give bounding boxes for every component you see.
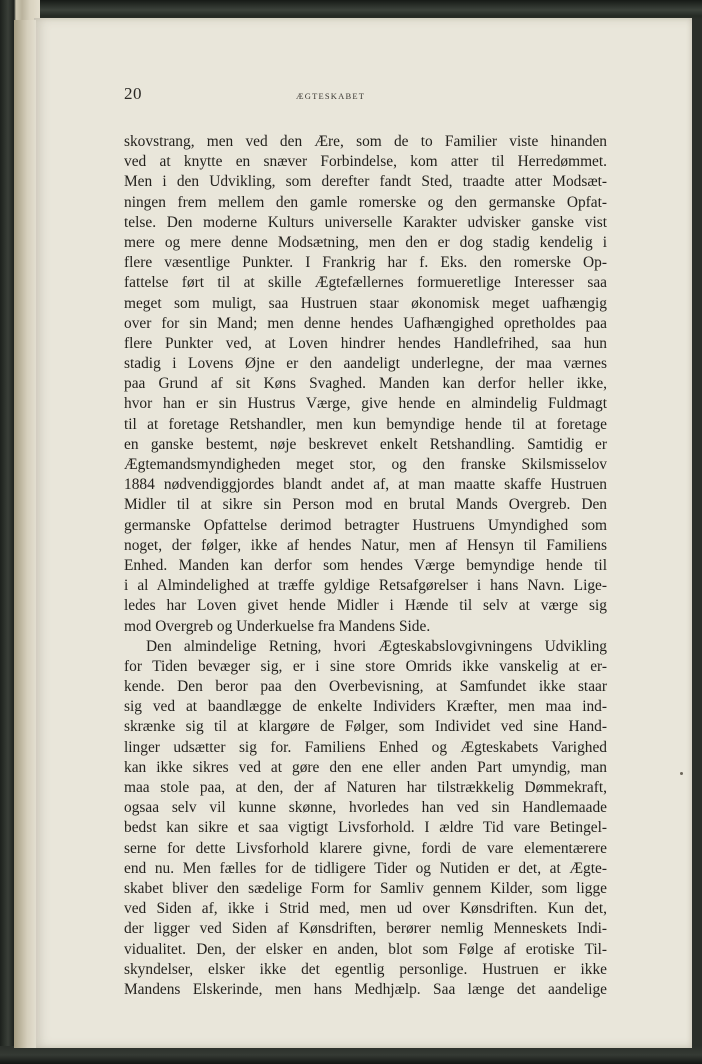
margin-speck [680, 772, 683, 775]
text-line: serne for dette Livsforhold klarere givne, fordi de vare elementærere [124, 839, 607, 857]
text-line: 1884 nødvendiggjordes blandt andet af, at man maatte skaffe Hustruen [124, 476, 607, 494]
text-line: Mandens Elskerinde, men hans Medhjælp. Saa længe det aandelige [124, 980, 607, 998]
paragraph-end-line: mod Overgreb og Underkuelse fra Mandens Side. [124, 617, 431, 635]
text-line: ledes har Loven givet hende Midler i Hænde til selv at værge sig [124, 597, 607, 615]
text-line: germanske Opfattelse derimod betragter Hustruens Umyndighed som [124, 516, 607, 534]
text-line: bedst kan sikre et saa vigtigt Livsforhold. I ældre Tid vare Betingel- [124, 819, 607, 837]
page-gutter [14, 20, 36, 1048]
text-line: Ægtemandsmyndigheden meget stor, og den franske Skilsmisselov [124, 456, 607, 473]
text-line: skrænke sig til at klargøre de Følger, som Individet ved sine Hand- [124, 718, 607, 736]
text-line: skovstrang, men ved den Ære, som de to Familier viste hinanden [124, 133, 607, 150]
text-line: linger udsætter sig for. Familiens Enhed og Ægteskabets Varighed [124, 738, 607, 756]
book-cover-bottom-edge [0, 1046, 702, 1064]
text-line: vidualitet. Den, der elsker en anden, blot som Følge af erotiske Til- [124, 940, 607, 958]
page-number: 20 [124, 84, 142, 103]
text-line: ved at knytte en snæver Forbindelse, kom atter til Herredømmet. [124, 153, 607, 171]
text-line: for Tiden bevæger sig, er i sine store Omrids ikke vanskelig at er- [124, 657, 607, 675]
text-line: en ganske bestemt, nøje beskrevet enkelt Retshandling. Samtidig er [124, 435, 607, 453]
text-line: ningen frem mellem den gamle romerske og den germanske Opfat- [124, 193, 607, 211]
book-cover-top-edge [0, 0, 702, 20]
text-line: paa Grund af sit Køns Svaghed. Manden kan derfor heller ikke, [124, 375, 607, 393]
text-line: i al Almindelighed at træffe gyldige Retsafgørelser i hans Navn. Lige- [124, 577, 607, 595]
text-line: Men i den Udvikling, som derefter fandt Sted, traadte atter Modsæt- [124, 173, 607, 191]
running-head: ÆGTESKABET [296, 91, 366, 101]
text-line: kende. Den beror paa den Overbevisning, at Samfundet ikke staar [124, 678, 607, 696]
text-line: noget, der følger, ikke af hendes Natur, men af Hensyn til Familiens [124, 536, 607, 554]
text-line: telse. Den moderne Kulturs universelle Karakter udvisker ganske vist [124, 213, 607, 231]
text-line: end nu. Men fælles for de tidligere Tider og Nutiden er det, at Ægte- [124, 859, 607, 877]
text-line: der ligger ved Siden af Kønsdriften, berører nemlig Menneskets Indi- [124, 920, 607, 938]
text-line: Enhed. Manden kan derfor som hendes Værge bemyndige hende til [124, 556, 607, 574]
text-line: skabet bliver den sædelige Form for Samliv gennem Kilder, som ligge [124, 879, 607, 897]
text-line: stadig i Lovens Øjne er den aandeligt underlegne, der maa værnes [124, 355, 607, 373]
text-line: over for sin Mand; men denne hendes Uafhængighed opretholdes paa [124, 314, 607, 332]
text-line: meget som muligt, saa Hustruen staar økonomisk meget uafhængig [124, 294, 607, 312]
text-line: flere Punkter ved, at Loven hindrer hendes Handlefrihed, saa hun [124, 334, 607, 352]
text-line: til at foretage Retshandler, men kun bemyndige hende til at foretage [124, 415, 607, 433]
text-line: skyndelser, elsker ikke det egentlig personlige. Hustruen er ikke [124, 960, 607, 978]
text-line: maa stole paa, at den, der af Naturen har tilstrækkelig Dømmekraft, [124, 779, 607, 796]
body-text [124, 132, 607, 1000]
text-line: mere og mere denne Modsætning, men den er dog stadig kendelig i [124, 233, 607, 251]
text-line: hvor han er sin Hustrus Værge, give hende en almindelig Fuldmagt [124, 395, 607, 413]
text-line: ogsaa selv vil kunne skønne, hvorledes han ved sin Handlemaade [124, 799, 607, 817]
text-line: kan ikke sikres ved at gøre den ene eller anden Part umyndig, man [124, 758, 607, 776]
text-line: ved Siden af, ikke i Strid med, men ud over Kønsdriften. Kun det, [124, 900, 607, 918]
text-line: Midler til at sikre sin Person mod en brutal Mands Overgreb. Den [124, 496, 607, 514]
text-line: sig ved at baandlægge de enkelte Individers Kræfter, men maa ind- [124, 698, 607, 716]
paragraph-start-line: Den almindelige Retning, hvori Ægteskabslovgivningens Udvikling [146, 637, 607, 655]
text-line: fattelse ført til at skille Ægtefællernes formueretlige Interesser saa [124, 274, 607, 292]
text-line: flere væsentlige Punkter. I Frankrig har f. Eks. den romerske Op- [124, 254, 607, 272]
